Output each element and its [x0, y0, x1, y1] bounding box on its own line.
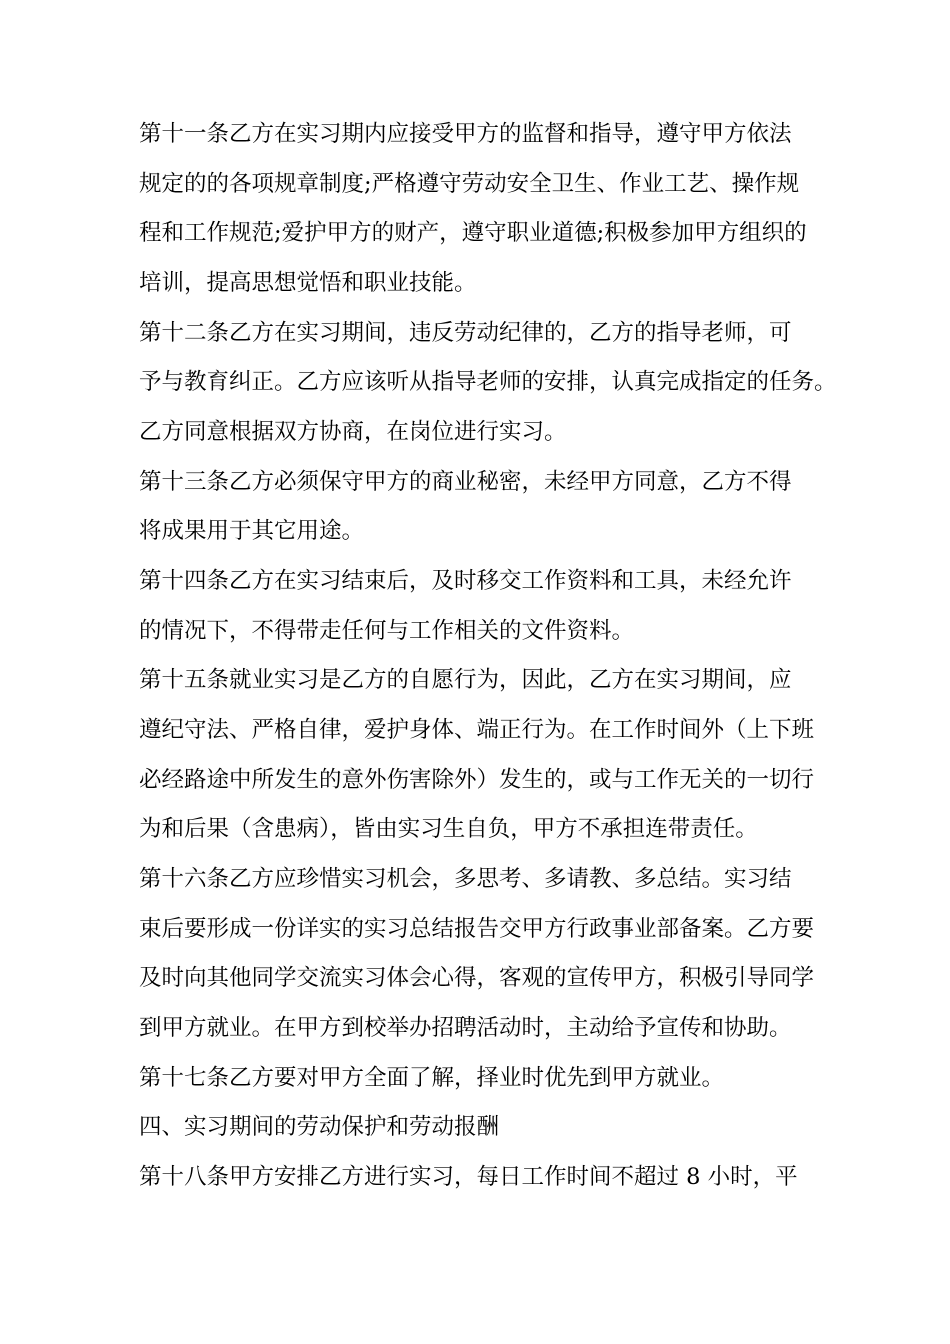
- paragraph-line: 第十五条就业实习是乙方的自愿行为，因此，乙方在实习期间，应: [139, 667, 792, 693]
- paragraph-line: 遵纪守法、严格自律，爱护身体、端正行为。在工作时间外（上下班: [139, 717, 815, 743]
- paragraph-line: 予与教育纠正。乙方应该听从指导老师的安排，认真完成指定的任务。: [139, 369, 837, 395]
- paragraph-line: 第十六条乙方应珍惜实习机会，多思考、多请教、多总结。实习结: [139, 866, 792, 892]
- paragraph-line: 第十四条乙方在实习结束后，及时移交工作资料和工具，未经允许: [139, 568, 792, 594]
- paragraph-line: 乙方同意根据双方协商，在岗位进行实习。: [139, 419, 567, 445]
- paragraph-line: 第十八条甲方安排乙方进行实习，每日工作时间不超过 8 小时，平: [139, 1164, 798, 1190]
- paragraph-line: 培训，提高思想觉悟和职业技能。: [139, 270, 477, 296]
- paragraph-line: 的情况下，不得带走任何与工作相关的文件资料。: [139, 618, 635, 644]
- paragraph-line: 及时向其他同学交流实习体会心得，客观的宣传甲方，积极引导同学: [139, 965, 815, 991]
- paragraph-line: 为和后果（含患病），皆由实习生自负，甲方不承担连带责任。: [139, 816, 758, 842]
- paragraph-line: 将成果用于其它用途。: [139, 518, 365, 544]
- paragraph-line: 规定的的各项规章制度;严格遵守劳动安全卫生、作业工艺、操作规: [139, 171, 800, 197]
- paragraph-line: 第十二条乙方在实习期间，违反劳动纪律的，乙方的指导老师，可: [139, 320, 792, 346]
- paragraph-line: 第十七条乙方要对甲方全面了解，择业时优先到甲方就业。: [139, 1065, 725, 1091]
- paragraph-line: 第十一条乙方在实习期内应接受甲方的监督和指导，遵守甲方依法: [139, 121, 792, 147]
- paragraph-line: 束后要形成一份详实的实习总结报告交甲方行政事业部备案。乙方要: [139, 916, 815, 942]
- paragraph-line: 程和工作规范;爱护甲方的财产，遵守职业道德;积极参加甲方组织的: [139, 220, 807, 246]
- paragraph-line: 第十三条乙方必须保守甲方的商业秘密，未经甲方同意，乙方不得: [139, 469, 792, 495]
- paragraph-line: 到甲方就业。在甲方到校举办招聘活动时，主动给予宣传和协助。: [139, 1015, 792, 1041]
- section-heading: 四、实习期间的劳动保护和劳动报酬: [139, 1114, 500, 1140]
- paragraph-line: 必经路途中所发生的意外伤害除外）发生的，或与工作无关的一切行: [139, 767, 815, 793]
